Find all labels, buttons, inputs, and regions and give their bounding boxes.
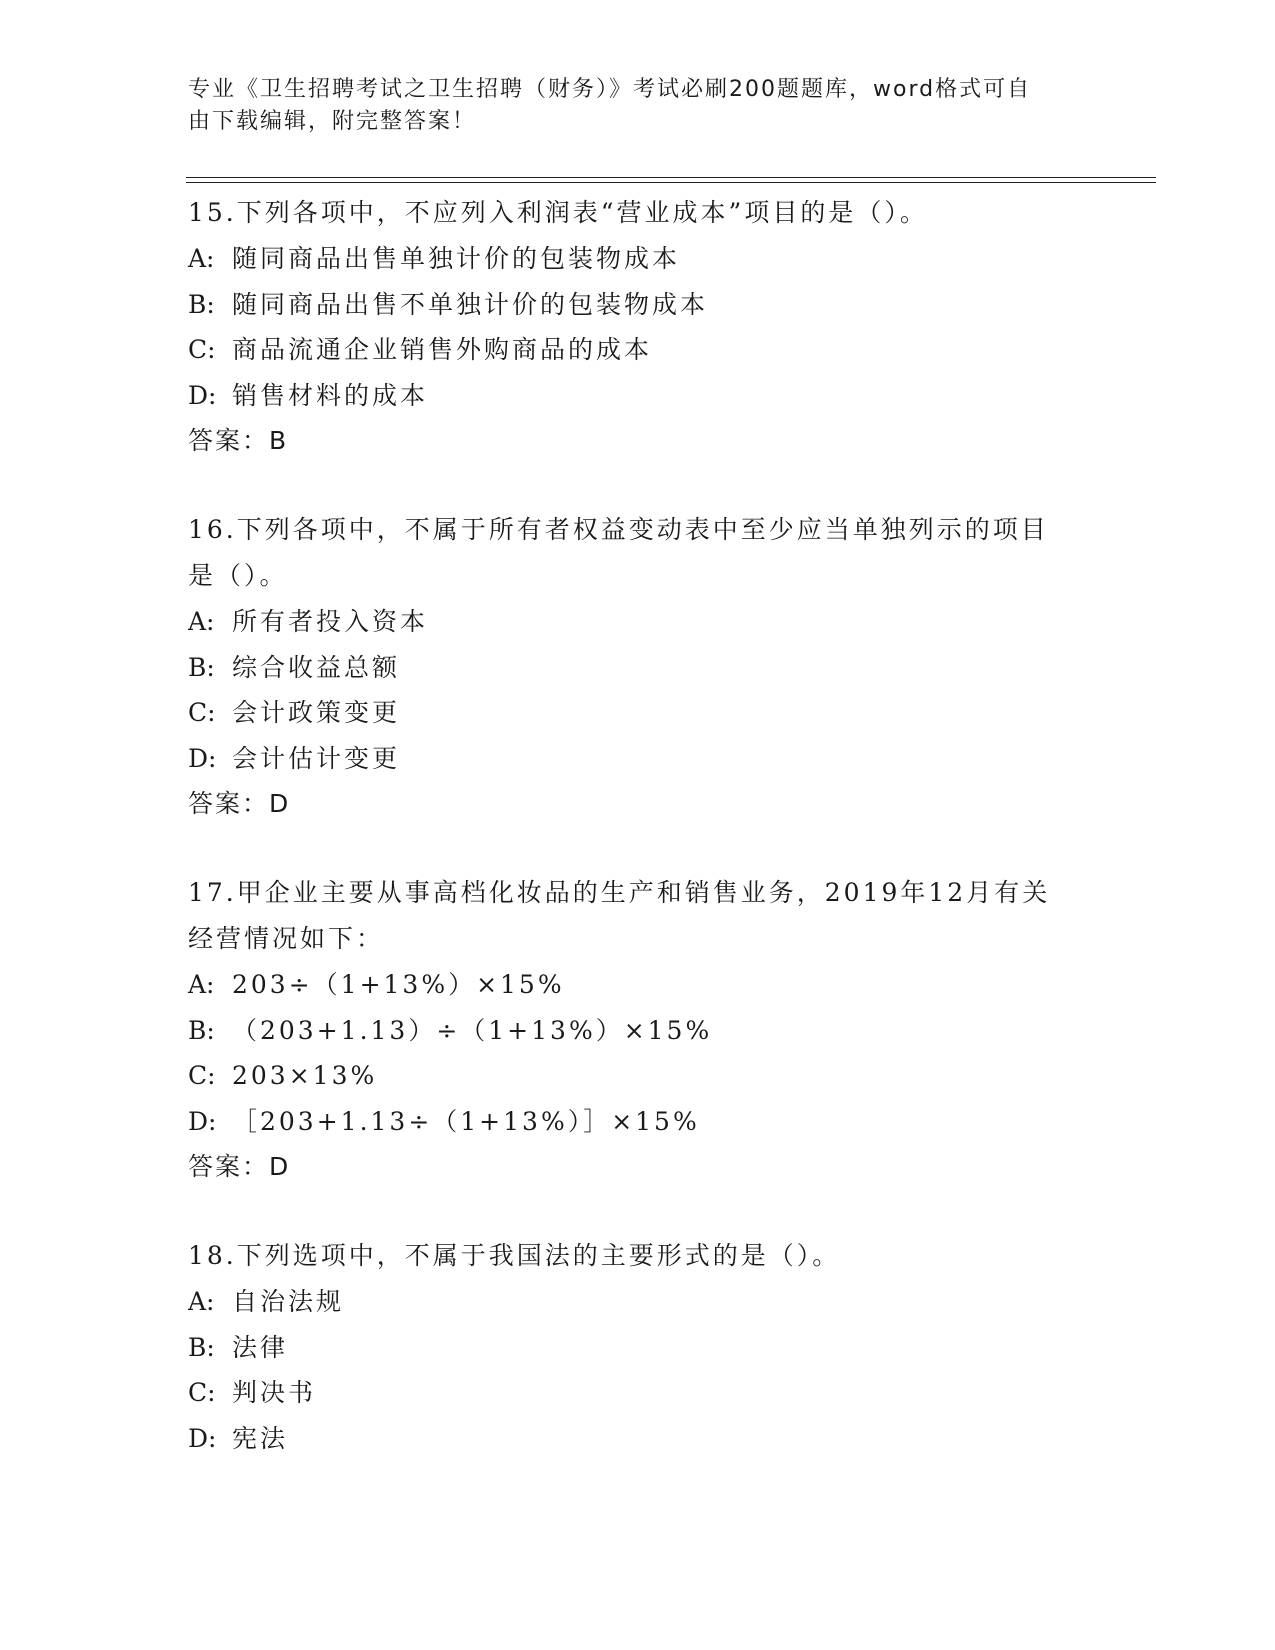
option-d: [188, 736, 1088, 782]
option-letter: C:: [188, 698, 216, 727]
answer-line: 答案：B: [188, 426, 289, 455]
option-letter: B:: [188, 652, 215, 682]
option-letter: D:: [188, 1423, 217, 1453]
option-letter: A:: [188, 244, 215, 273]
option-text: 随同商品出售不单独计价的包装物成本: [232, 289, 709, 319]
option-b: [188, 282, 1088, 328]
option-text: 宪法: [232, 1423, 289, 1453]
option-letter: A:: [188, 970, 215, 999]
option-letter: B:: [188, 289, 215, 319]
question-stem-line-2: 经营情况如下：: [188, 924, 385, 953]
option-a: [188, 1279, 1088, 1325]
question-stem-line-1: 16.下列各项中，不属于所有者权益变动表中至少应当单独列示的项目: [188, 515, 1049, 544]
option-a: [188, 236, 1088, 282]
option-text: 203×13%: [232, 1061, 378, 1090]
answer-line: 答案：D: [188, 1152, 291, 1181]
header-double-rule: [186, 177, 1156, 183]
option-text: 法律: [232, 1332, 289, 1362]
option-text: 会计估计变更: [232, 743, 401, 773]
question-stem: 15.下列各项中，不应列入利润表“营业成本”项目的是（）。: [188, 198, 928, 227]
option-text: ［203+1.13÷（1+13%）］×15%: [232, 1106, 700, 1136]
question-gap: [188, 464, 1088, 507]
option-c: [188, 327, 1088, 373]
option-text: 判决书: [232, 1378, 317, 1407]
option-text: （203+1.13）÷（1+13%）×15%: [232, 1015, 713, 1045]
option-b: [188, 1325, 1088, 1371]
option-letter: B:: [188, 1332, 215, 1362]
question-17: [188, 870, 1088, 1190]
question-stem-line-1: 17.甲企业主要从事高档化妆品的生产和销售业务，2019年12月有关: [188, 878, 1051, 907]
option-c: [188, 1053, 1088, 1099]
option-a: [188, 962, 1088, 1008]
option-text: 203÷（1+13%）×15%: [232, 970, 565, 999]
option-letter: D:: [188, 380, 217, 410]
option-letter: D:: [188, 743, 217, 773]
question-gap: [188, 1190, 1088, 1233]
option-text: 商品流通企业销售外购商品的成本: [232, 335, 653, 364]
answer-line: 答案：D: [188, 789, 291, 818]
option-text: 会计政策变更: [232, 698, 401, 727]
option-d: [188, 1099, 1088, 1145]
option-letter: A:: [188, 1287, 215, 1316]
question-16: [188, 507, 1088, 827]
option-text: 综合收益总额: [232, 652, 401, 682]
option-text: 随同商品出售单独计价的包装物成本: [232, 244, 681, 273]
option-letter: A:: [188, 607, 215, 636]
question-stem: 18.下列选项中，不属于我国法的主要形式的是（）。: [188, 1241, 841, 1270]
option-d: [188, 373, 1088, 419]
question-15: [188, 190, 1088, 464]
option-letter: C:: [188, 1061, 216, 1090]
option-text: 销售材料的成本: [232, 380, 429, 410]
document-header: [188, 74, 1068, 138]
header-line-1: 专业《卫生招聘考试之卫生招聘（财务）》考试必刷200题题库，word格式可自: [188, 77, 1032, 102]
option-letter: C:: [188, 335, 216, 364]
option-c: [188, 1370, 1088, 1416]
option-c: [188, 690, 1088, 736]
option-a: [188, 599, 1088, 645]
option-letter: C:: [188, 1378, 216, 1407]
option-d: [188, 1416, 1088, 1462]
option-b: [188, 1008, 1088, 1054]
question-list: [188, 190, 1088, 1461]
question-stem-line-2: 是（）。: [188, 561, 288, 590]
option-letter: D:: [188, 1106, 217, 1136]
option-letter: B:: [188, 1015, 215, 1045]
question-gap: [188, 827, 1088, 870]
option-text: 自治法规: [232, 1287, 345, 1316]
option-text: 所有者投入资本: [232, 607, 429, 636]
option-b: [188, 645, 1088, 691]
question-18: [188, 1233, 1088, 1461]
header-line-2: 由下载编辑，附完整答案！: [188, 109, 477, 134]
